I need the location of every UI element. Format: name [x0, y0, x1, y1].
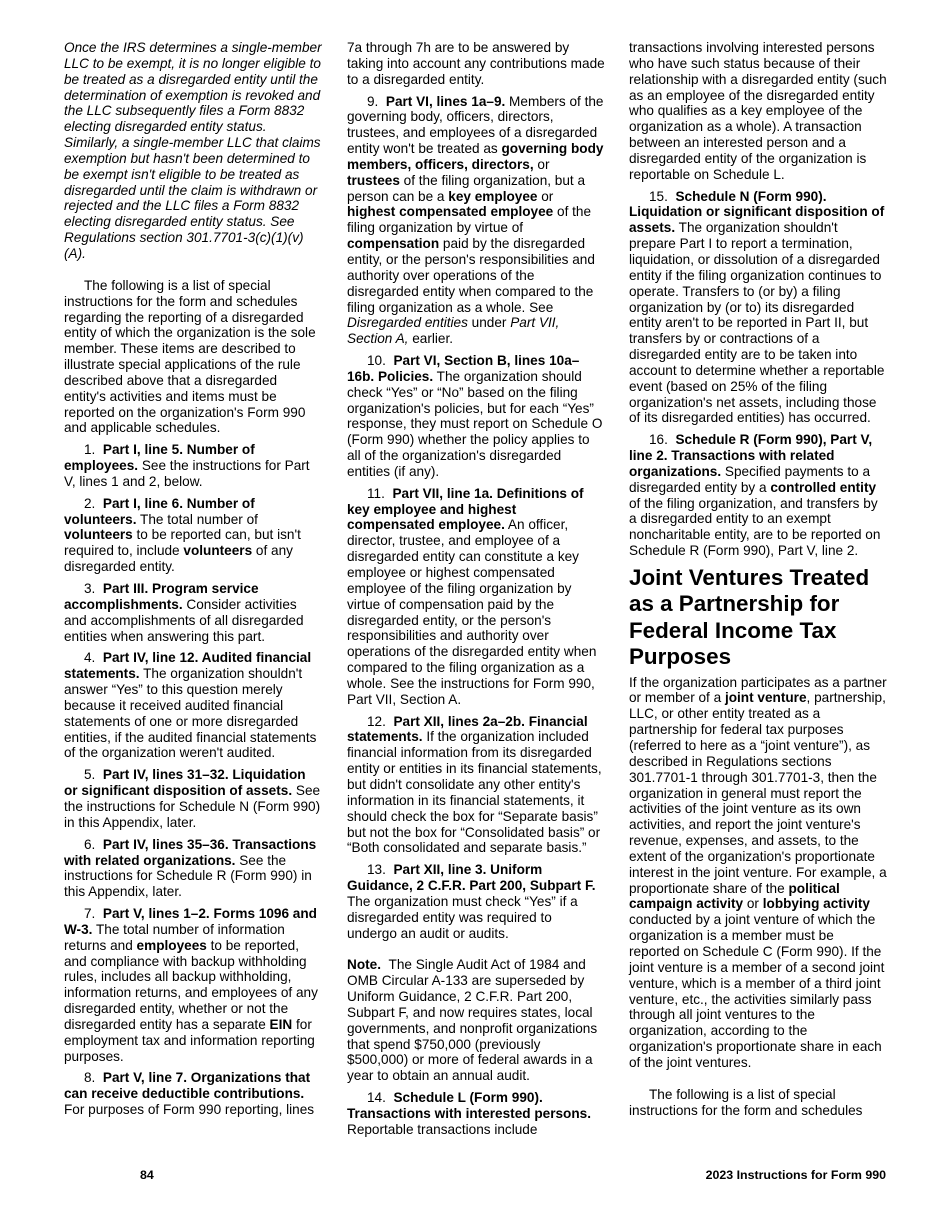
paragraph: The following is a list of special instructions for the form and schedules	[629, 1086, 863, 1118]
paragraph: 12. Part XII, lines 2a–2b. Financial statements. If the organization included financial information from its disregarded entity or entities in its financial statements, but didn't consolidate any other entity's information in its financial statements, it should check the box for “Separate basis” but not the box for “Consolidated basis” or “Both consolidated and separate basis.”	[347, 713, 602, 856]
paragraph: transactions involving interested persons who have such status because of their relationship with a disregarded entity (such as an employee of the disregarded entity who qualifies as a key employee of the organization as a whole). A transaction between an interested person and a disregarded entity of the organization is reportable on Schedule L.	[629, 40, 887, 182]
paragraph: The following is a list of special instructions for the form and schedules regarding the reporting of a disregarded entity of which the organization is the sole member. These items are described to illustrate special applications of the rule described above that a disregarded entity's activities and items must be reported on the organization's Form 990 and applicable schedules.	[64, 277, 316, 436]
section-heading: Joint Ventures Treated as a Partnership for Federal Income Tax Purposes	[629, 565, 870, 670]
paragraph: 9. Part VI, lines 1a–9. Members of the governing body, officers, directors, trustees, and employees of a disregarded entity won't be treated as governing body members, officers, directors, or trustees of the filing organization, but a person can be a key employee or highest compensated employee of the filing organization by virtue of compensation paid by the disregarded entity, or the person's responsibilities and authority over operations of the disregarded entity when compared to the filing organization as a whole. See Disregarded entities under Part VII, Section A, earlier.	[347, 93, 604, 347]
column-left	[64, 40, 322, 1124]
paragraph: 3. Part III. Program service accomplishments. Consider activities and accomplishments of all disregarded entities when answering this part.	[64, 581, 304, 644]
column-right	[629, 40, 887, 1124]
paragraph: If the organization participates as a partner or member of a joint venture, partnership, LLC, or other entity treated as a partnership for federal tax purposes (referred to here as a “joint venture”), as described in Regulations sections 301.7701-1 through 301.7701-3, then the organization in general must report the activities of the joint venture as its own activities, and report the joint venture's revenue, expenses, and assets, to the extent of the organization's proportionate interest in the joint venture. For example, a proportionate share of the political campaign activity or lobbying activity conducted by a joint venture of which the organization is a member must be reported on Schedule C (Form 990). If the joint venture is a member of a second joint venture, which is a member of a third joint venture, etc., the activities similarly pass through all joint ventures to the organization, according to the organization's proportionate share in each of the joint ventures.	[629, 674, 887, 1070]
page-number: 84	[140, 1168, 154, 1182]
column-middle	[347, 40, 605, 1144]
paragraph: 13. Part XII, line 3. Uniform Guidance, 2 C.F.R. Part 200, Subpart F. The organization must check “Yes” if a disregarded entity was required to undergo an audit or audits.	[347, 862, 596, 941]
paragraph: 6. Part IV, lines 35–36. Transactions with related organizations. See the instructions for Schedule R (Form 990) in this Appendix, later.	[64, 836, 317, 900]
paragraph: 8. Part V, line 7. Organizations that can receive deductible contributions. For purposes of Form 990 reporting, lines	[64, 1070, 315, 1118]
paragraph: Once the IRS determines a single-member LLC to be exempt, it is no longer eligible to be treated as a disregarded entity until the determination of exemption is revoked and the LLC subsequently files a Form 8832 electing disregarded entity status. Similarly, a single-member LLC that claims exemption but hasn't been determined to be exempt isn't eligible to be treated as disregarded until the claim is withdrawn or rejected and the LLC files a Form 8832 electing disregarded entity status. See Regulations section 301.7701-3(c)(1)(v)(A).	[64, 40, 322, 261]
paragraph: 4. Part IV, line 12. Audited financial statements. The organization shouldn't answer “Yes” to this question merely because it received audited financial statements of one or more disregarded entities, if the audited financial statements of the organization weren't audited.	[64, 650, 317, 761]
paragraph: 11. Part VII, line 1a. Definitions of key employee and highest compensated employee. An officer, director, trustee, and employee of a disregarded entity can constitute a key employee or highest compensated employee of the filing organization by virtue of compensation paid by the disregarded entity, or the person's responsibilities and authority over operations of the disregarded entity when compared to the filing organization as a whole. See the instructions for Form 990, Part VII, Section A.	[347, 485, 597, 707]
paragraph: 14. Schedule L (Form 990). Transactions with interested persons. Reportable transactions include	[347, 1090, 591, 1137]
paragraph: 1. Part I, line 5. Number of employees. See the instructions for Part V, lines 1 and 2, below.	[64, 442, 310, 489]
paragraph: 7a through 7h are to be answered by taking into account any contributions made to a disregarded entity.	[347, 40, 605, 87]
paragraph: 16. Schedule R (Form 990), Part V, line 2. Transactions with related organizations. Specified payments to a disregarded entity by a controlled entity of the filing organization, and transfers by a disregarded entity to an exempt noncharitable entity, are to be reported on Schedule R (Form 990), Part V, line 2.	[629, 432, 881, 559]
document-title: 2023 Instructions for Form 990	[705, 1168, 886, 1182]
paragraph: 10. Part VI, Section B, lines 10a–16b. Policies. The organization should check “Yes” or “No” based on the filing organization's policies, but for each “Yes” response, they must report on Schedule O (Form 990) whether the policy applies to all of the organization's disregarded entities (if any).	[347, 353, 603, 479]
paragraph: 15. Schedule N (Form 990). Liquidation or significant disposition of assets. The organization shouldn't prepare Part I to report a termination, liquidation, or dissolution of a disregarded entity if the filing organization continues to operate. Transfers to (or by) a filing organization by (or to) its disregarded entity aren't to be reported in Part II, but transfers by or contractions of a disregarded entity are to be taken into account to determine whether a reportable event (based on 25% of the filing organization's net assets, including those of its disregarded entities) has occurred.	[629, 188, 885, 426]
paragraph: Note. The Single Audit Act of 1984 and OMB Circular A-133 are superseded by Uniform Guidance, 2 C.F.R. Part 200, Subpart F, and now requires states, local governments, and nonprofit organizations that spend $750,000 (previously $500,000) or more of federal awards in a year to obtain an annual audit.	[347, 957, 598, 1084]
paragraph: 5. Part IV, lines 31–32. Liquidation or significant disposition of assets. See the instructions for Schedule N (Form 990) in this Appendix, later.	[64, 767, 321, 830]
paragraph: 2. Part I, line 6. Number of volunteers. The total number of volunteers to be reported can, but isn't required to, include volunteers of any disregarded entity.	[64, 495, 301, 575]
paragraph: 7. Part V, lines 1–2. Forms 1096 and W-3. The total number of information returns and employees to be reported, and compliance with backup withholding rules, includes all backup withholding, information returns, and employees of any disregarded entity, whether or not the disregarded entity has a separate EIN for employment tax and information reporting purposes.	[64, 906, 318, 1064]
